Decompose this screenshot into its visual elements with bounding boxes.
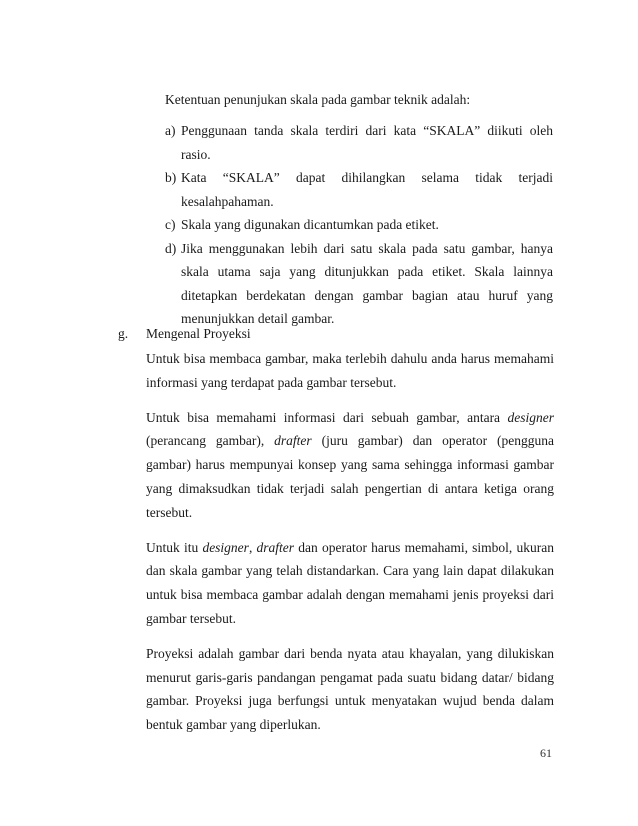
term-drafter: drafter <box>256 539 295 555</box>
paragraph-text: Untuk bisa membaca gambar, maka terlebih dahulu anda harus memahami informasi yang terdapat pada gambar tersebut. <box>146 351 554 390</box>
text-run: (perancang gambar), <box>146 433 275 449</box>
text-run: (juru gambar) dan operator (pengguna gambar) harus mempunyai konsep yang sama sehingga informasi gambar yang dimaksudkan tidak terjadi salah pengertian di antara ketiga orang tersebut. <box>146 433 554 520</box>
paragraph <box>146 347 554 395</box>
paragraph-text: Proyeksi adalah gambar dari benda nyata atau khayalan, yang dilukiskan menurut garis-garis pandangan pengamat pada suatu bidang datar/ bidang gambar. Proyeksi juga berfungsi untuk menyatakan wujud benda dalam bentuk gambar yang diperlukan. <box>146 645 554 733</box>
text-run: Untuk itu <box>146 539 203 555</box>
list-item-text: Kata “SKALA” dapat dihilangkan selama tidak terjadi kesalahpahaman. <box>181 170 553 209</box>
list-marker: c) <box>165 217 176 232</box>
section-letter: g. <box>118 326 129 341</box>
section-heading <box>118 322 554 346</box>
list-item <box>165 119 553 166</box>
paragraph <box>146 406 554 525</box>
section-projection <box>118 322 554 737</box>
paragraph <box>146 642 554 737</box>
page-number: 61 <box>540 746 552 760</box>
paragraph <box>146 536 554 631</box>
section-title: Mengenal Proyeksi <box>146 326 251 341</box>
term-designer: designer <box>507 409 554 425</box>
term-designer: designer <box>202 539 249 555</box>
list-item-text: Penggunaan tanda skala terdiri dari kata “SKALA” diikuti oleh rasio. <box>181 123 553 162</box>
text-run: Untuk bisa memahami informasi dari sebuah gambar, antara <box>146 409 508 425</box>
text-run: , <box>248 539 257 555</box>
text-run: dan operator harus memahami, simbol, ukuran dan skala gambar yang telah distandarkan. Cara yang lain dapat dilakukan untuk bisa membaca gambar adalah dengan memahami jenis proyeksi dari gambar tersebut. <box>146 539 554 626</box>
intro-text: Ketentuan penunjukan skala pada gambar teknik adalah: <box>165 92 471 107</box>
list-marker: a) <box>165 123 176 138</box>
list-marker: b) <box>165 170 177 185</box>
scale-rules-list <box>165 119 553 331</box>
list-item <box>165 166 553 213</box>
list-marker: d) <box>165 240 177 256</box>
list-item <box>165 237 553 331</box>
term-drafter: drafter <box>274 433 312 449</box>
list-item <box>165 213 553 237</box>
list-item-text: Jika menggunakan lebih dari satu skala pada satu gambar, hanya skala utama saja yang ditunjukkan pada etiket. Skala lainnya ditetapkan berdekatan dengan gambar bagian atau huruf yang menunjukkan detail gambar. <box>181 240 553 326</box>
list-item-text: Skala yang digunakan dicantumkan pada etiket. <box>181 217 439 232</box>
